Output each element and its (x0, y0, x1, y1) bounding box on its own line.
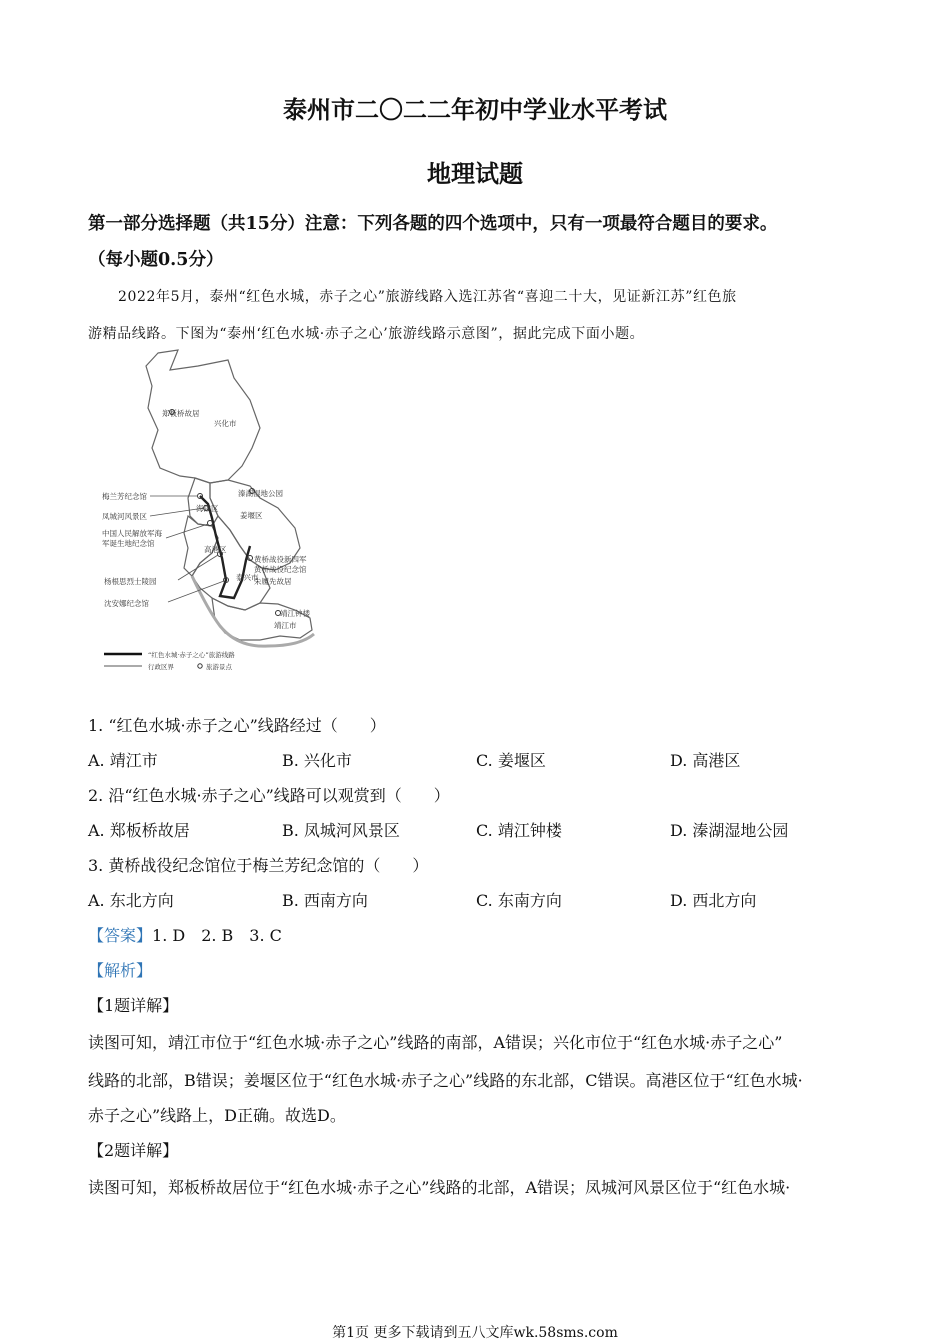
question-1-options (88, 748, 868, 770)
option-c: C. 靖江钟楼 (476, 821, 562, 840)
map-label-huangqiao-1: 黄桥战役新四军 (254, 555, 307, 564)
legend-route-label: “红色水城·赤子之心”旅游线路 (148, 651, 235, 659)
legend-boundary-label: 行政区界 (148, 663, 174, 671)
answer-text: 1. D 2. B 3. C (152, 926, 282, 945)
option-d: D. 高港区 (670, 751, 741, 770)
map-label-xinghua: 兴化市 (214, 419, 237, 428)
q1-detail-line: 线路的北部，B错误；姜堰区位于“红色水城·赤子之心”线路的东北部，C错误。高港区位于“红色水城· (88, 1071, 803, 1090)
option-d: D. 西北方向 (670, 891, 757, 910)
q1-detail-heading: 【1题详解】 (88, 996, 179, 1015)
question-3-stem: 3. 黄桥战役纪念馆位于梅兰芳纪念馆的（ ） (88, 856, 429, 875)
q1-detail-line: 读图可知，靖江市位于“红色水城·赤子之心”线路的南部，A错误；兴化市位于“红色水城·赤子之心” (88, 1033, 783, 1052)
map-label-taixing: 泰兴市 (236, 573, 259, 582)
answer-label: 【答案】 (88, 926, 153, 945)
option-d: D. 溱湖湿地公园 (670, 821, 789, 840)
map-label-huangqiao-3: 朱履先故居 (254, 577, 292, 586)
option-b: B. 西南方向 (282, 891, 368, 910)
answer-line (88, 923, 282, 946)
map-label-fengchenghe: 凤城河风景区 (102, 512, 147, 521)
map-label-hailing: 海陵区 (196, 504, 219, 513)
map-label-zhengbanqiao: 郑板桥故居 (162, 409, 200, 418)
question-2-stem: 2. 沿“红色水城·赤子之心”线路可以观赏到（ ） (88, 786, 450, 805)
page-title: 泰州市二〇二二年初中学业水平考试 (283, 95, 667, 124)
option-a: A. 靖江市 (88, 751, 158, 770)
option-c: C. 东南方向 (476, 891, 562, 910)
map-label-haijun-2: 军诞生地纪念馆 (102, 539, 155, 548)
map-label-shenanshan: 沈安娜纪念馆 (104, 599, 149, 608)
q2-detail-heading: 【2题详解】 (88, 1141, 179, 1160)
section-note: （每小题0.5分） (88, 250, 224, 270)
intro-line-2: 游精品线路。下图为“泰州‘红色水城·赤子之心’旅游线路示意图”，据此完成下面小题。 (88, 326, 645, 342)
section-heading: 第一部分选择题（共15分）注意：下列各题的四个选项中，只有一项最符合题目的要求。 (88, 214, 778, 234)
option-a: A. 东北方向 (88, 891, 174, 910)
analysis-label: 【解析】 (88, 961, 153, 980)
question-2-options (88, 818, 868, 840)
page-footer: 第1页 更多下载请到五八文库wk.58sms.com (332, 1325, 618, 1341)
map-label-huangqiao-2: 黄桥战役纪念馆 (254, 565, 307, 574)
hailing-boundary (188, 478, 218, 526)
map-label-gaogang: 高港区 (204, 545, 227, 554)
map-label-qinhu: 溱湖湿地公园 (238, 489, 283, 498)
map-label-haijun-1: 中国人民解放军海 (102, 529, 162, 538)
map-label-jiangyan: 姜堰区 (240, 511, 263, 520)
route-map (100, 348, 400, 683)
intro-line-1: 2022年5月，泰州“红色水城，赤子之心”旅游线路入选江苏省“喜迎二十大，见证新江苏”红色旅 (118, 289, 737, 305)
legend-scenic-label: 旅游景点 (206, 663, 232, 671)
question-3-options (88, 888, 868, 910)
option-b: B. 凤城河风景区 (282, 821, 400, 840)
page-subtitle: 地理试题 (427, 159, 523, 188)
map-label-lieshi: 杨根思烈士陵园 (104, 577, 157, 586)
question-1-stem: 1. “红色水城·赤子之心”线路经过（ ） (88, 716, 386, 735)
map-label-meilanfang: 梅兰芳纪念馆 (102, 492, 147, 501)
q2-detail-line: 读图可知，郑板桥故居位于“红色水城·赤子之心”线路的北部，A错误；凤城河风景区位于“红色水城· (88, 1178, 791, 1197)
option-a: A. 郑板桥故居 (88, 821, 190, 840)
spot-marker (208, 521, 213, 526)
option-b: B. 兴化市 (282, 751, 352, 770)
option-c: C. 姜堰区 (476, 751, 546, 770)
map-label-jingjiang: 靖江市 (274, 621, 297, 630)
q1-detail-line: 赤子之心”线路上，D正确。故选D。 (88, 1106, 346, 1125)
map-legend (104, 650, 235, 671)
map-label-zhonglou: 靖江钟楼 (280, 609, 310, 618)
